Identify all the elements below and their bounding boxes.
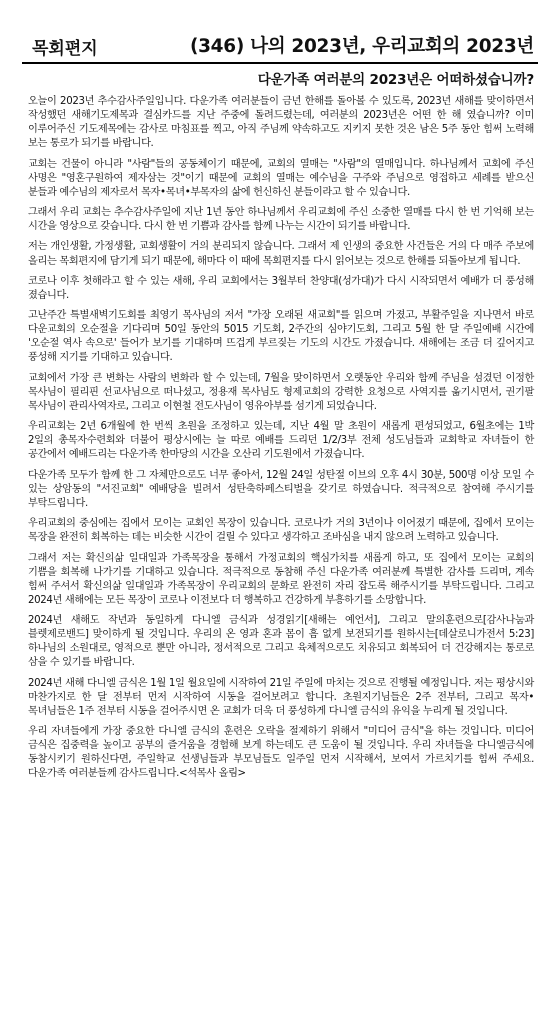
column-title: 목회편지 (32, 39, 98, 59)
paragraph: 우리교회의 중심에는 집에서 모이는 교회인 목장이 있습니다. 코로나가 거의 3년이나 이어졌기 때문에, 집에서 모이는 목장을 완전히 회복하는 데는 비슷한 시간이 걸릴 수 있다고 생각하고 조바심을 내지 않으려 노력하고 있습니다. (28, 518, 534, 544)
paragraph: 저는 개인생활, 가정생활, 교회생활이 거의 분리되지 않습니다. 그래서 제 인생의 중요한 사건들은 거의 다 매주 주보에 올리는 목회편지에 담기게 되기 때문에, 해마다 이 때에 목회편지를 다시 읽어보는 것으로 한해를 되돌아보게 됩니다. (28, 241, 534, 267)
letter-subtitle: 다운가족 여러분의 2023년은 어떠하셨습니까? (257, 72, 534, 88)
letter-title: (346) 나의 2023년, 우리교회의 2023년 (189, 36, 534, 57)
paragraph: 우리 자녀들에게 가장 중요한 다니엘 금식의 훈련은 오락을 절제하기 위해서 "미디어 금식"을 하는 것입니다. 미디어 금식은 집중력을 높이고 공부의 즐거움을 경험해 보게 하는데도 큰 도움이 될 것입니다. 우리 자녀들을 다니엘금식에 동참시키기 원하신다면, 주일학교 선생님들과 부모님들도 일주일 먼저 시작해서, 보여서 가르치기를 힘써 주세요. 다운가족 여러분들께 감사드립니다.<석목사 올림> (28, 726, 534, 780)
paragraph: 다운가족 모두가 함께 한 그 자체만으로도 너무 좋아서, 12월 24일 성탄절 이브의 오후 4시 30분, 500명 이상 모일 수 있는 상암동의 "서진교회" 예배당을 빌려서 성탄축하페스티벌을 갖기로 하였습니다. 적극적으로 참여해 주시기를 부탁드립니다. (28, 469, 534, 509)
paragraph: 코로나 이후 첫해라고 할 수 있는 새해, 우리 교회에서는 3월부터 찬양대(성가대)가 다시 시작되면서 예배가 더 풍성해 졌습니다. (28, 275, 534, 301)
paragraph: 그래서 저는 확신의삶 일대일과 가족목장을 통해서 가정교회의 핵심가치를 새롭게 하고, 또 집에서 모이는 교회의 기쁨을 회복해 나가기를 기대하고 있습니다. 적극적으로 동참해 주신 다운가족 여러분께 특별한 감사를 드리며, 계속 힘써 주셔서 확신의삶 일대일과 가족목장이 우리교회의 문화로 완전히 자리 잡도록 해주시기를 부탁드립니다. 그리고 2024년 새해에는 모든 목장이 코로나 이전보다 더 행복하고 건강하게 부흥하기를 소망합니다. (28, 552, 534, 606)
paragraph: 그래서 우리 교회는 추수감사주일에 지난 1년 동안 하나님께서 우리교회에 주신 소중한 열매를 다시 한 번 기억해 보는 시간을 영상으로 갖습니다. 다시 한 번 기쁨과 감사를 함께 나누는 시간이 되기를 바랍니다. (28, 207, 534, 233)
paragraph: 고난주간 특별새벽기도회를 최영기 목사님의 저서 "가장 오래된 새교회"를 읽으며 가졌고, 부활주일을 지나면서 바로 다운교회의 오순절을 기다리며 50일 동안의 5015 기도회, 2주간의 심야기도회, 그리고 5월 한 달 주일예배 시간에 '오순절 역사 속으로' 들어가 보기를 기대하며 뜨겁게 부르짖는 기도의 시간도 가졌습니다. 새해에는 조금 더 깊어지고 풍성해 지기를 기대하고 있습니다. (28, 310, 534, 364)
paragraph: 2024년 새해 다니엘 금식은 1월 1일 월요일에 시작하여 21일 주일에 마치는 것으로 진행될 예정입니다. 저는 평상시와 마찬가지로 한 달 전부터 먼저 시작하여 시동을 걸어보려고 합니다. 초원지기님들은 2주 전부터, 그리고 목자•목녀님들은 1주 전부터 시동을 걸어주시면 온 교회가 더욱 더 풍성하게 다니엘 금식의 유익을 누리게 될 것입니다. (28, 677, 534, 717)
paragraph: 오늘이 2023년 추수감사주일입니다. 다운가족 여러분들이 금년 한해를 돌아볼 수 있도록, 2023년 새해를 맞이하면서 작성했던 새해기도제목과 결심카드를 지난 주중에 돌려드렸는데, 여러분의 2023년은 어떤 한 해 였습니까? 이미 이루어주신 기도제목에는 감사로 마침표를 찍고, 아직 주님께 약속하고도 지키지 못한 것은 남은 5주 동안 힘써 노력해 보는 통로가 되기를 바랍니다. (28, 96, 534, 150)
paragraph: 2024년 새해도 작년과 동일하게 다니엘 금식과 성경읽기[새해는 예언서], 그리고 말의훈련으로[감사나눔과 블렛제로밴드] 맞이하게 될 것입니다. 우리의 온 영과 혼과 몸이 흠 없게 보전되기를 원하시는[데살로니가전서 5:23] 하나님의 소원대로, 영적으로 뿐만 아니라, 정서적으로 그리고 육체적으로도 치유되고 회복되어 더 건강해지는 통로로 삼을 수 있기를 바랍니다. (28, 615, 534, 669)
paragraph: 우리교회는 2년 6개월에 한 번씩 초원을 조정하고 있는데, 지난 4월 말 초원이 새롭게 편성되었고, 6월초에는 1박 2일의 총목자수련회와 더불어 평상시에는 늘 따로 예배를 드리던 1/2/3부 전체 성도님들과 교회학교 자녀들이 한 공간에서 예배드리는 다운가족 한마당의 시간을 오산리 기도원에서 가졌습니다. (28, 421, 534, 461)
paragraph: 교회는 건물이 아니라 "사람"들의 공동체이기 때문에, 교회의 열매는 "사람"의 열매입니다. 하나님께서 교회에 주신 사명은 "영혼구원하여 제자삼는 것"이기 때문에 교회의 열매는 예수님을 구주와 주님으로 영접하고 세례를 받으신 분들과 예수님의 제자로서 목자•목녀•부목자의 삶에 헌신하신 분들이라고 할 수 있습니다. (28, 158, 534, 198)
letter-body (28, 95, 534, 788)
paragraph: 교회에서 가장 큰 변화는 사람의 변화라 할 수 있는데, 7월을 맞이하면서 오랫동안 우리와 함께 주님을 섬겼던 이정한 목사님이 필리핀 선교사님으로 떠나셨고, 정용재 목사님도 형제교회의 강력한 요청으로 사역지를 옮기시면서, 권기팔 목사님이 관리사역자로, 그리고 이현철 전도사님이 영유아부를 섬기게 되었습니다. (28, 372, 534, 412)
letter-header (22, 28, 538, 64)
